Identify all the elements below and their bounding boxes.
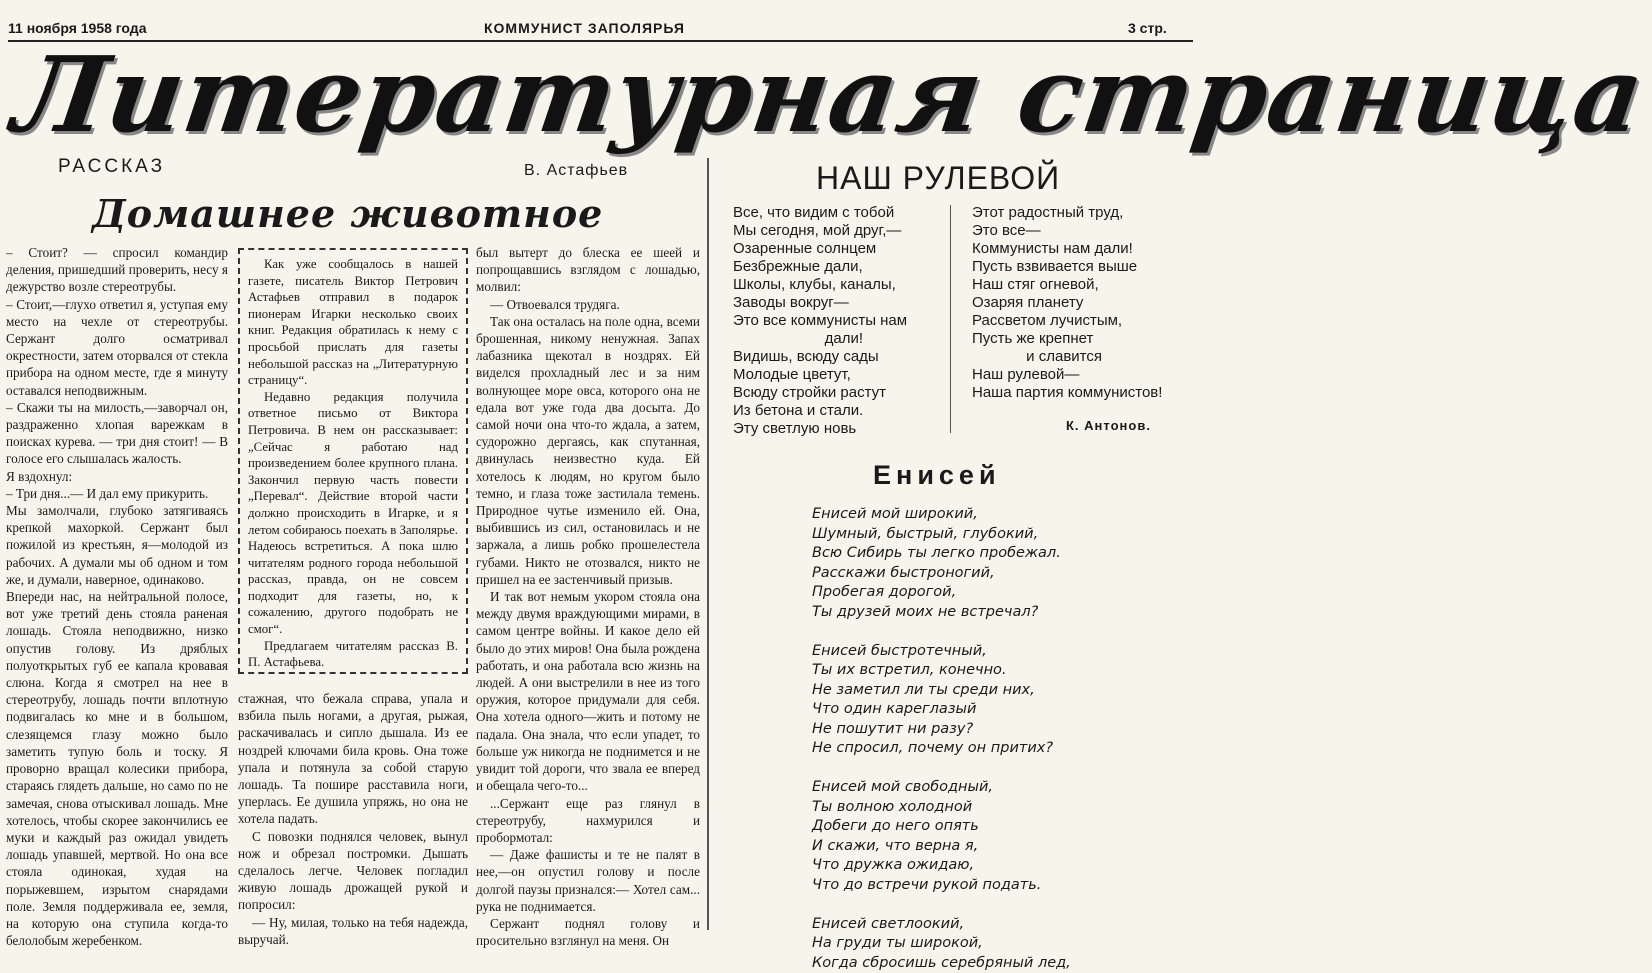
poem-yenisei-text: Енисей мой широкий, Шумный, быстрый, глубокий, Всю Сибирь ты легко пробежал. Расскажи быстроногий, Пробегая дорогой, Ты друзей моих не встречал? Енисей быстротечный, Ты их встретил, конечно. Не заметил ли ты среди них, Что один кареглазый Не пошутит ни разу? Не спросил, почему он притих? Енисей мой свободный, Ты волною холодной Добеги до него опять И скажи, что верна я, Что дружка ожидаю, Что до встречи рукой подать. Енисей светлоокий, На груди ты широкой, Когда сбросишь серебряный лед, [812, 506, 1071, 971]
story-title: Домашнее животное [92, 191, 604, 236]
paragraph: — Отвоевался трудяга. [490, 296, 620, 312]
paragraph: Впереди нас, на нейтральной полосе, вот уже третий день стояла раненая лошадь. Стояла неподвижно, низко опустив голову. Из дряблых полуоткрытых губ ее капала кровавая слюна. Когда я смотрел на нее в стереотрубу, лошадь почти вплотную подвигалась ко мне и в большом, слезящемся глазу можно было заметить тупую боль и тоску. Я проворно вращал колесики прибора, стараясь глядеть дальше, но само по не замечая, снова отыскивал лошадь. Мне хотелось, чтобы скорее закончились ее муки и каждый раз ожидал увидеть лошадь упавшей, мертвой. Но она все стояла одинокая, худая на порыжевшем, изрытом снарядами поле. Земля поддерживала ее, земля, на которую она ступила когда-то белолобым жеребенком. [6, 589, 228, 949]
page-number: 3 стр. [1128, 20, 1167, 36]
paragraph: ...Сержант еще раз глянул в стереотрубу, нахмурился и пробормотал: [476, 795, 700, 845]
paragraph: – Три дня...— И дал ему прикурить. [6, 485, 209, 501]
paragraph: – Скажи ты на милость,—заворчал он, раздраженно хлопая варежкам в поисках курева. — три дня стоит! — В голосе его слышалась жалость. [6, 399, 228, 467]
note-paragraph: Предлагаем читателям рассказ В. П. Астафьева. [248, 638, 458, 670]
paragraph: И так вот немым укором стояла она между двумя враждующими мирами, в самом центре войны. И какое дело ей было до этих миров! Она была рождена работать, и она работала всю жизнь на людей. А они выстрелили в нее из того оружия, которое придумали для себя. Она хотела одного—жить и потому не падала. Она знала, что если упадет, то больше уж никогда не поднимется и не увидит той дороги, что звала ее вперед и обещала чего-то... [476, 589, 700, 794]
column-rule [707, 158, 709, 930]
newspaper-name: КОММУНИСТ ЗАПОЛЯРЬЯ [484, 20, 685, 36]
poem-rulevoi-left: Все, что видим с тобой Мы сегодня, мой друг,— Озаренные солнцем Безбрежные дали, Школы, клубы, каналы, Заводы вокруг— Это все коммунисты нам дали! Видишь, всюду сады Молодые цветут, Всюду стройки растут Из бетона и стали. Эту светлую новь [733, 204, 908, 437]
editorial-note-box [238, 248, 468, 674]
paragraph: Я вздохнул: [6, 468, 73, 484]
story-column-2 [238, 690, 468, 947]
note-paragraph: Как уже сообщалось в нашей газете, писатель Виктор Петрович Астафьев отправил в подарок пионерам Игарки несколько своих книг. Редакция обратилась к нему с просьбой прислать для газеты небольшой рассказ на „Литературную страницу“. [248, 257, 458, 388]
paragraph: стажная, что бежала справа, упала и взбила пыль ногами, а другая, рыжая, раскачивалась и сипло дышала. Из ее ноздрей ключами била кровь. Она тоже упала и потянула за собой старую лошадь. Та пошире расставила ноги, уперлась. Ее душила упряжь, но она не хотела падать. [238, 691, 468, 827]
paragraph: — Даже фашисты и те не палят в нее,—он опустил голову и после долгой паузы признался:— Хотел сам... рука не поднимается. [476, 847, 700, 914]
paragraph: Мы замолчали, глубоко затягиваясь крепкой махоркой. Сержант был пожилой из крестьян, я—молодой из рабочих. А думали мы об одном и том же, и думали, наверное, одинаково. [6, 503, 228, 587]
issue-date: 11 ноября 1958 года [8, 20, 147, 36]
note-paragraph: Недавно редакция получила ответное письмо от Виктора Петровича. В нем он рассказывает: „Сейчас я работаю над произведением более крупного плана. Закончил первую часть повести „Перевал“. Действие второй части должно происходить в Игарке, и я летом собираюсь поехать в Заполярье. Надеюсь встретиться. А пока шлю читателям родного города небольшой рассказ, правда, он не совсем подходит для газеты, но, к сожалению, другого подобрать не смог“. [248, 389, 458, 637]
story-column-3 [476, 244, 700, 949]
poem-rulevoi-right: Этот радостный труд, Это все— Коммунисты нам дали! Пусть взвивается выше Наш стяг огневой, Озаряя планету Рассветом лучистым, Пусть же крепнет и славится Наш рулевой— Наша партия коммунистов! [972, 204, 1163, 401]
poem-title-rulevoi: НАШ РУЛЕВОЙ [816, 160, 1061, 196]
paragraph: Сержант поднял голову и просительно взглянул на меня. Он [476, 915, 700, 949]
paragraph: был вытерт до блеска ее шеей и попрощавшись взглядом с лошадью, молвил: [476, 245, 700, 295]
poem-divider [950, 205, 951, 433]
poem-title-yenisei: Енисей [873, 460, 1001, 490]
story-author: В. Астафьев [524, 162, 629, 179]
page-banner: Литературная страница [6, 33, 1652, 156]
poem-rulevoi-author: К. Антонов. [1066, 418, 1151, 433]
paragraph: – Стоит,—глухо ответил я, уступая ему место на чехле от стереотрубы. Сержант долго осматривал окрестности, затем оторвался от стекла прибора на одном месте, где я минуту оставался неподвижным. [6, 296, 228, 398]
paragraph: — Ну, милая, только на тебя надежда, выручай. [238, 914, 468, 947]
paragraph: С повозки поднялся человек, вынул нож и обрезал постромки. Дышать сделалось легче. Человек погладил живую лошадь дрожащей рукой и попросил: [238, 828, 468, 913]
story-column-1 [6, 244, 228, 949]
paragraph: – Стоит? — спросил командир деления, пришедший проверить, несу я дежурство возле стереотрубы. [6, 245, 228, 295]
story-rubric: РАССКАЗ [58, 156, 166, 177]
paragraph: Так она осталась на поле одна, всеми брошенная, никому ненужная. Запах лабазника щекотал в ноздрях. Ей виделся прохладный лес и за ним волнующее море овса, которого она не едала вот уже года два досыта. До самой ночи она что-то ждала, а затем, судорожно дергаясь, как спутанная, двинулась неизвестно куда. Ей хотелось к людям, но кругом было темно, и глаза тоже застилала темень. Природное чутье изменило ей. Она, выбившись из сил, остановилась и не заржала, а лишь робко прошелестела губами. Никто не отозвался, никто не пришел на ее застенчивый призыв. [476, 313, 700, 587]
